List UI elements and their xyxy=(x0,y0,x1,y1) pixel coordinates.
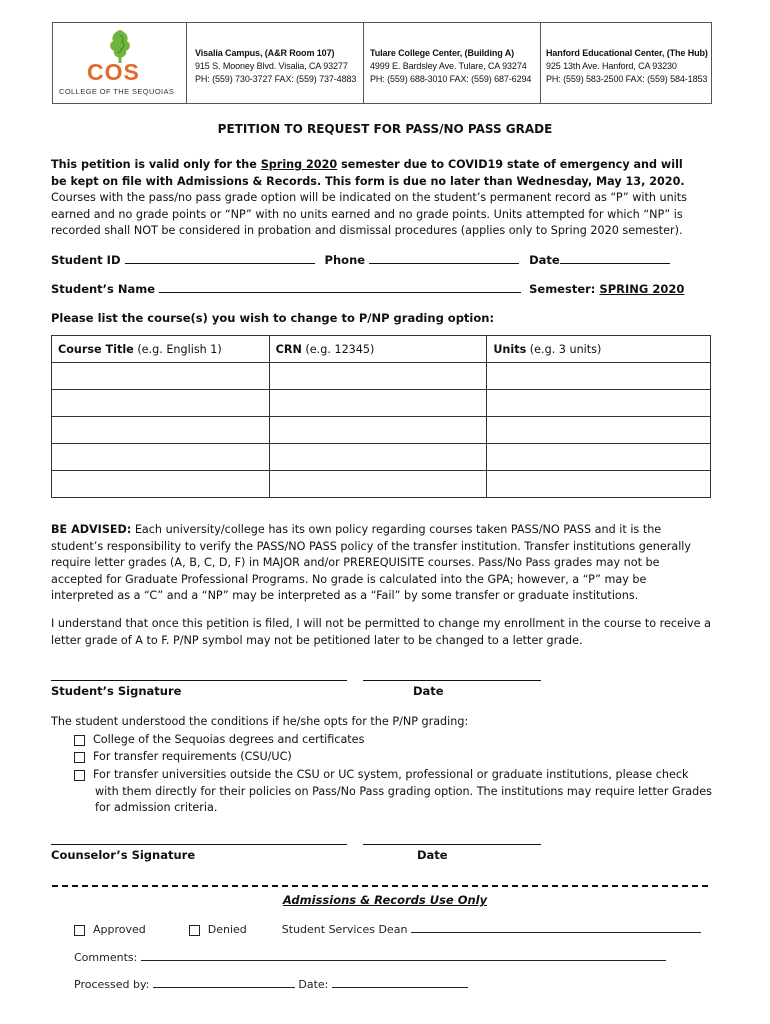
course-title-cell[interactable] xyxy=(52,471,270,498)
intro-bold-b: semester due to COVID19 state of emergency and will be kept on file with Admissions & Records. This form is due no later than Wednesday, May 13, 2020. xyxy=(51,158,685,188)
table-row xyxy=(52,444,711,471)
table-row xyxy=(52,417,711,444)
dean-field[interactable] xyxy=(411,922,701,933)
student-signature-date-label: Date xyxy=(413,684,444,698)
semester-value: SPRING 2020 xyxy=(599,282,685,296)
form-title: PETITION TO REQUEST FOR PASS/NO PASS GRADE xyxy=(217,122,553,136)
table-row xyxy=(52,471,711,498)
office-decision-row xyxy=(74,922,701,936)
units-cell[interactable] xyxy=(487,471,711,498)
semester-label: Semester: xyxy=(529,282,596,296)
location-address: 925 13th Ave. Hanford, CA 93230 xyxy=(546,61,677,71)
student-date-line[interactable] xyxy=(363,680,541,681)
processed-date-label: Date: xyxy=(298,978,329,991)
processed-by-field[interactable] xyxy=(153,977,295,988)
denied-label: Denied xyxy=(207,923,247,936)
condition-item-transfer: For transfer requirements (CSU/UC) xyxy=(74,749,694,766)
location-tulare xyxy=(364,23,541,103)
col-crn: CRN (e.g. 12345) xyxy=(269,336,487,363)
crn-cell[interactable] xyxy=(269,417,487,444)
location-visalia xyxy=(187,23,364,103)
counselor-signature-date-label: Date xyxy=(417,848,448,862)
dean-label: Student Services Dean xyxy=(281,923,408,936)
comments-field[interactable] xyxy=(141,950,666,961)
location-name: Visalia Campus, (A&R Room 107) xyxy=(195,48,335,58)
advised-paragraph xyxy=(51,522,711,605)
checkbox[interactable] xyxy=(74,752,85,763)
units-cell[interactable] xyxy=(487,390,711,417)
intro-semester: Spring 2020 xyxy=(260,158,338,171)
location-address: 915 S. Mooney Blvd. Visalia, CA 93277 xyxy=(195,61,348,71)
conditions-intro: The student understood the conditions if he/she opts for the P/NP grading: xyxy=(51,715,469,728)
table-row xyxy=(52,390,711,417)
intro-text: Courses with the pass/no pass grade option will be indicated on the student’s permanent record as “P” with units earned and no grade points or “NP” with no units earned and no grade points. Units attempted for which “NP” is recorded shall NOT be considered in probation and dismissal procedures (applies only to Spring 2020 semester). xyxy=(51,191,687,237)
checkbox[interactable] xyxy=(74,735,85,746)
crn-cell[interactable] xyxy=(269,390,487,417)
approved-label: Approved xyxy=(93,923,146,936)
student-signature-line[interactable] xyxy=(51,680,347,681)
location-hanford xyxy=(541,23,713,103)
units-cell[interactable] xyxy=(487,417,711,444)
course-title-cell[interactable] xyxy=(52,417,270,444)
intro-bold-a: This petition is valid only for the xyxy=(51,158,261,171)
logo-letters: COS xyxy=(87,59,140,85)
student-id-label: Student ID xyxy=(51,253,121,267)
course-title-cell[interactable] xyxy=(52,444,270,471)
logo-subtitle: COLLEGE OF THE SEQUOIAS xyxy=(59,87,175,96)
location-phone: PH: (559) 583-2500 FAX: (559) 584-1853 xyxy=(546,74,708,84)
student-name-field[interactable] xyxy=(159,281,521,293)
col-units: Units (e.g. 3 units) xyxy=(487,336,711,363)
intro-paragraph xyxy=(51,157,691,240)
crn-cell[interactable] xyxy=(269,363,487,390)
phone-field[interactable] xyxy=(369,252,519,264)
course-title-cell[interactable] xyxy=(52,363,270,390)
header-box xyxy=(52,22,712,104)
comments-row xyxy=(74,950,666,964)
courses-table xyxy=(51,335,711,498)
office-use-title: Admissions & Records Use Only xyxy=(282,893,488,907)
condition-item-degrees: College of the Sequoias degrees and certificates xyxy=(74,732,694,749)
location-phone: PH: (559) 688-3010 FAX: (559) 687-6294 xyxy=(370,74,532,84)
student-id-field[interactable] xyxy=(125,252,315,264)
phone-label: Phone xyxy=(324,253,366,267)
denied-checkbox[interactable] xyxy=(189,925,200,936)
date-field[interactable] xyxy=(560,252,670,264)
col-course-title: Course Title (e.g. English 1) xyxy=(52,336,270,363)
courses-instruction: Please list the course(s) you wish to change to P/NP grading option: xyxy=(51,311,495,325)
understand-paragraph: I understand that once this petition is filed, I will not be permitted to change my enrollment in the course to receive a letter grade of A to F. P/NP symbol may not be petitioned later to be changed to a letter grade. xyxy=(51,617,711,647)
location-name: Hanford Educational Center, (The Hub) xyxy=(546,48,708,58)
advised-label: BE ADVISED: xyxy=(51,523,132,536)
student-name-label: Student’s Name xyxy=(51,282,156,296)
counselor-date-line[interactable] xyxy=(363,844,541,845)
college-logo xyxy=(53,23,187,103)
units-cell[interactable] xyxy=(487,444,711,471)
approved-checkbox[interactable] xyxy=(74,925,85,936)
location-name: Tulare College Center, (Building A) xyxy=(370,48,515,58)
advised-text: Each university/college has its own policy regarding courses taken PASS/NO PASS and it is the student’s responsibility to verify the PASS/NO PASS policy of the transfer institution. Transfer institutions generally require letter grades (A, B, C, D, F) in MAJOR and/or PREREQUISITE courses. Pass/No Pass grades may not be accepted for Graduate Professional Programs. No grade is calculated into the GPA; however, a “P” may be interpreted as a “C” and a “NP” may be interpreted as a “Fail” by some transfer or graduate institutions. xyxy=(51,523,692,602)
units-cell[interactable] xyxy=(487,363,711,390)
processed-by-label: Processed by: xyxy=(74,978,150,991)
checkbox[interactable] xyxy=(74,770,85,781)
table-row xyxy=(52,363,711,390)
counselor-signature-label: Counselor’s Signature xyxy=(51,848,196,862)
student-name-row xyxy=(51,281,684,296)
student-id-row xyxy=(51,252,670,267)
comments-label: Comments: xyxy=(74,951,138,964)
table-header-row xyxy=(52,336,711,363)
processed-row xyxy=(74,977,468,991)
location-phone: PH: (559) 730-3727 FAX: (559) 737-4883 xyxy=(195,74,357,84)
crn-cell[interactable] xyxy=(269,444,487,471)
course-title-cell[interactable] xyxy=(52,390,270,417)
location-address: 4999 E. Bardsley Ave. Tulare, CA 93274 xyxy=(370,61,527,71)
date-label: Date xyxy=(529,253,560,267)
cut-line xyxy=(52,885,708,887)
tree-icon xyxy=(107,29,133,63)
counselor-signature-line[interactable] xyxy=(51,844,347,845)
student-signature-label: Student’s Signature xyxy=(51,684,182,698)
processed-date-field[interactable] xyxy=(332,977,468,988)
condition-item-outside: For transfer universities outside the CSU or UC system, professional or graduate institutions, please check with them directly for their policies on Pass/No Pass grading option. The institutions may require letter Grades for admission criteria. xyxy=(74,767,715,817)
crn-cell[interactable] xyxy=(269,471,487,498)
